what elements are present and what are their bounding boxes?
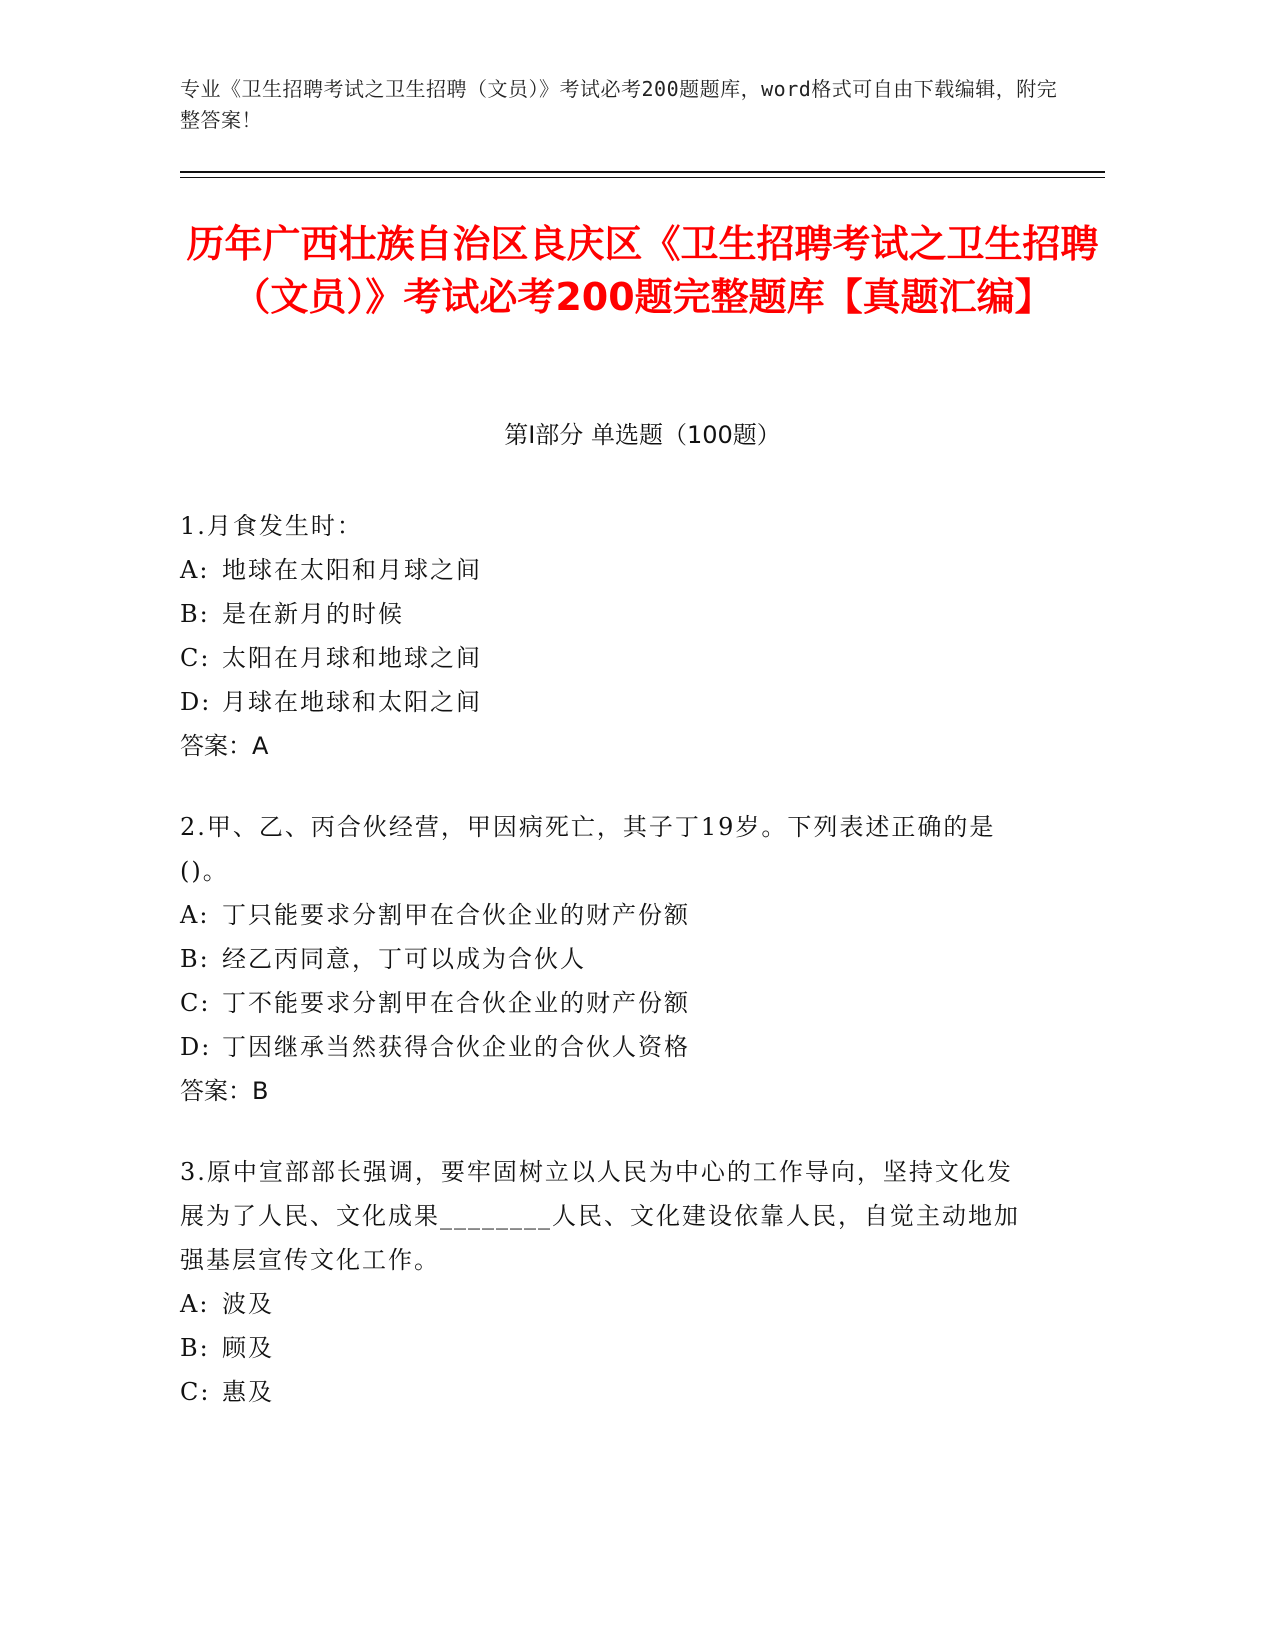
question-item xyxy=(180,805,1030,1113)
answer-line: 答案：B xyxy=(180,1077,269,1105)
option-c xyxy=(180,636,1030,680)
option-text: 太阳在月球和地球之间 xyxy=(222,644,482,672)
option-text: 丁只能要求分割甲在合伙企业的财产份额 xyxy=(222,901,690,929)
option-letter: C: xyxy=(180,644,211,672)
header-rule-thick xyxy=(180,171,1105,173)
option-text: 丁因继承当然获得合伙企业的合伙人资格 xyxy=(222,1033,690,1061)
question-stem: 3.原中宣部部长强调，要牢固树立以人民为中心的工作导向，坚持文化发展为了人民、文化成果________人民、文化建设依靠人民，自觉主动地加强基层宣传文化工作。 xyxy=(180,1158,1020,1274)
option-text: 是在新月的时候 xyxy=(222,600,404,628)
option-text: 月球在地球和太阳之间 xyxy=(222,688,482,716)
option-letter: B: xyxy=(180,945,210,973)
option-c xyxy=(180,1370,1030,1414)
option-d xyxy=(180,1025,1030,1069)
question-stem: 1.月食发生时： xyxy=(180,512,363,540)
option-letter: A: xyxy=(180,1290,210,1318)
option-text: 地球在太阳和月球之间 xyxy=(222,556,482,584)
option-d xyxy=(180,680,1030,724)
option-text: 波及 xyxy=(222,1290,274,1318)
option-text: 顾及 xyxy=(222,1334,274,1362)
header-note: 专业《卫生招聘考试之卫生招聘（文员）》考试必考200题题库，word格式可自由下载编辑，附完整答案！ xyxy=(180,77,1058,132)
option-letter: C: xyxy=(180,989,211,1017)
question-stem: 2.甲、乙、丙合伙经营，甲因病死亡，其子丁19岁。下列表述正确的是()。 xyxy=(180,813,996,885)
option-letter: A: xyxy=(180,901,210,929)
option-text: 惠及 xyxy=(222,1378,274,1406)
option-b xyxy=(180,937,1030,981)
option-b xyxy=(180,592,1030,636)
option-a xyxy=(180,548,1030,592)
question-item xyxy=(180,1150,1030,1414)
document-title: 历年广西壮族自治区良庆区《卫生招聘考试之卫生招聘（文员）》考试必考200题完整题库【真题汇编】 xyxy=(186,222,1099,319)
option-letter: B: xyxy=(180,600,210,628)
option-text: 丁不能要求分割甲在合伙企业的财产份额 xyxy=(222,989,690,1017)
question-item xyxy=(180,504,1030,768)
header-rule-thin xyxy=(180,177,1105,178)
option-letter: C: xyxy=(180,1378,211,1406)
option-b xyxy=(180,1326,1030,1370)
option-c xyxy=(180,981,1030,1025)
option-letter: D: xyxy=(180,1033,212,1061)
option-a xyxy=(180,1282,1030,1326)
answer-line: 答案：A xyxy=(180,732,269,760)
option-letter: B: xyxy=(180,1334,210,1362)
section-title: 第I部分 单选题（100题） xyxy=(504,421,781,449)
option-letter: D: xyxy=(180,688,212,716)
option-a xyxy=(180,893,1030,937)
option-letter: A: xyxy=(180,556,210,584)
option-text: 经乙丙同意，丁可以成为合伙人 xyxy=(222,945,586,973)
question-list xyxy=(180,504,1030,1451)
